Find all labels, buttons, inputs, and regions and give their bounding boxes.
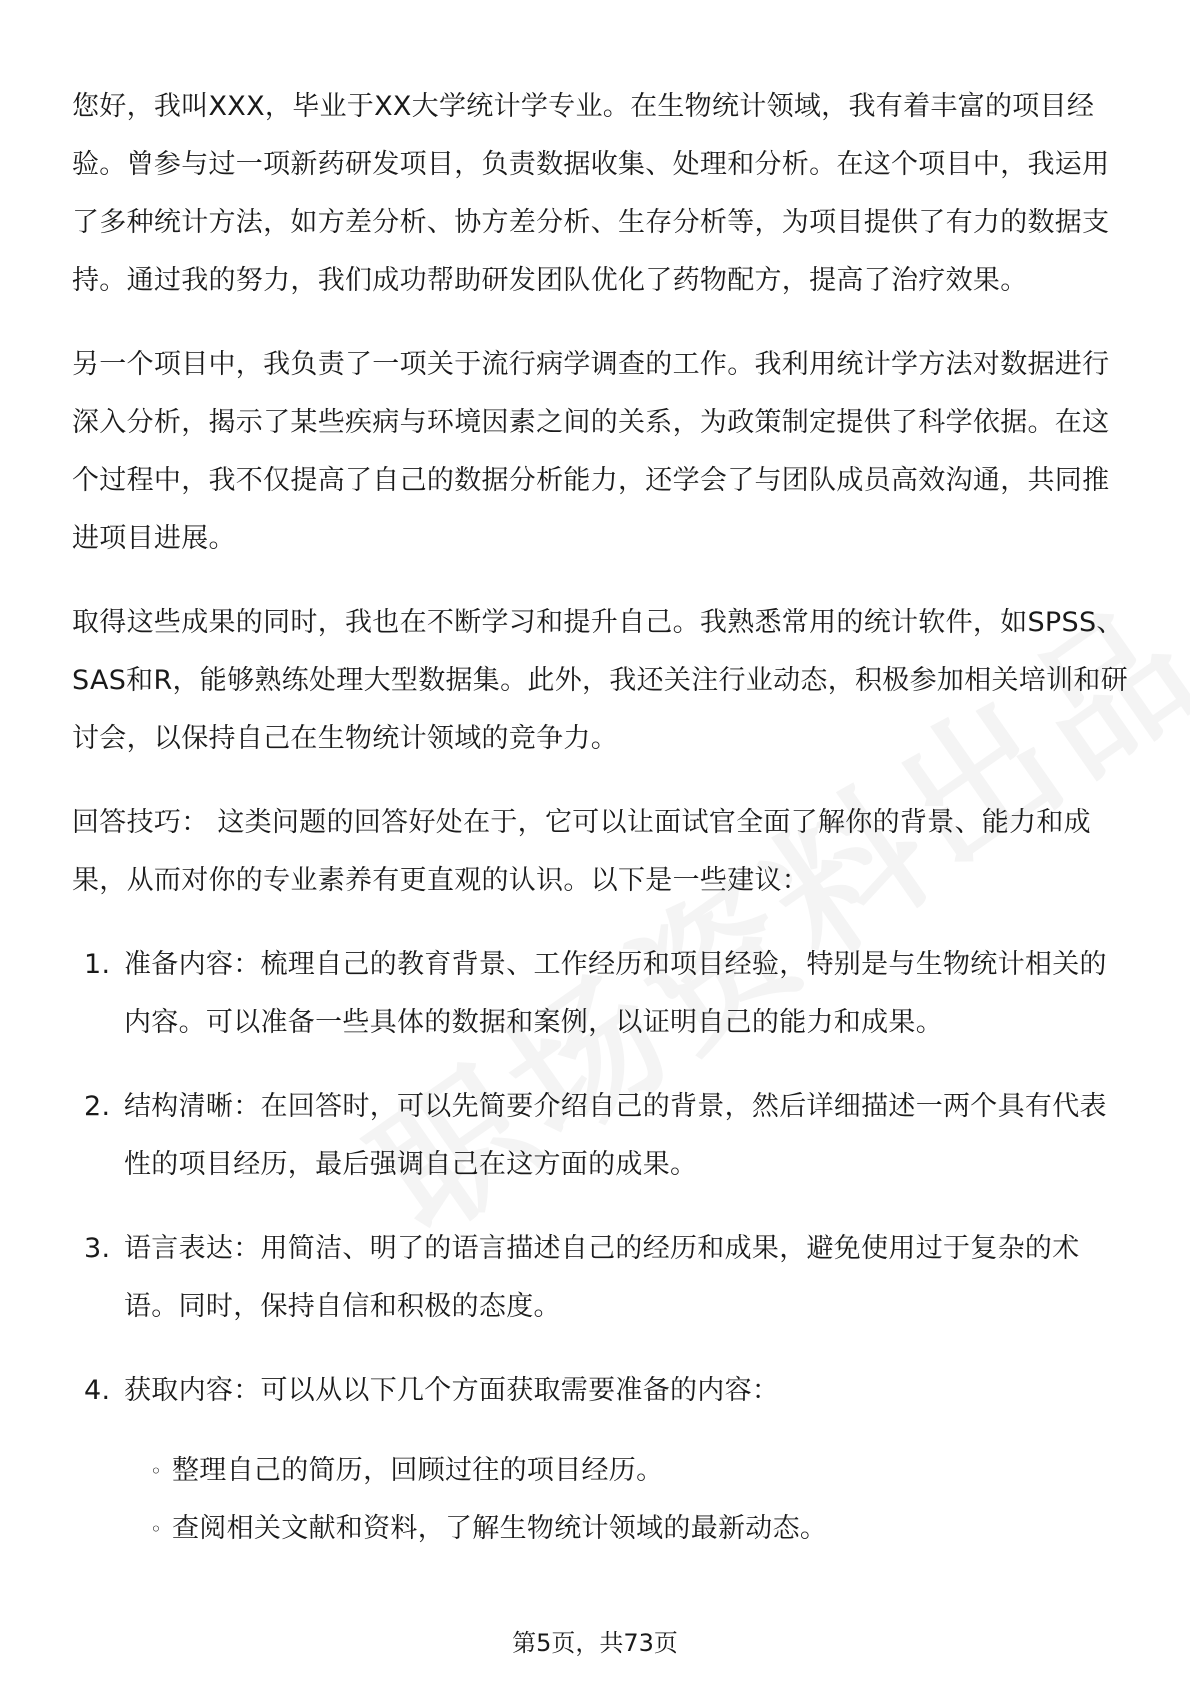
page-footer: 第5页，共73页 (512, 1629, 678, 1657)
tips-list (72, 936, 1132, 1558)
sub-list-item-text: 查阅相关文献和资料，了解生物统计领域的最新动态。 (172, 1513, 828, 1544)
list-item-text: 语言表达：用简洁、明了的语言描述自己的经历和成果，避免使用过于复杂的术语。同时，保持自信和积极的态度。 (124, 1233, 1080, 1322)
document-body (72, 78, 1132, 1584)
list-item (72, 1362, 1132, 1558)
list-number: 4. (84, 1375, 111, 1406)
sub-list (124, 1442, 1132, 1558)
list-number: 2. (84, 1091, 111, 1122)
sub-list-item-text: 整理自己的简历，回顾过往的项目经历。 (172, 1455, 664, 1486)
paragraph-intro: 您好，我叫XXX，毕业于XX大学统计学专业。在生物统计领域，我有着丰富的项目经验。曾参与过一项新药研发项目，负责数据收集、处理和分析。在这个项目中，我运用了多种统计方法，如方差分析、协方差分析、生存分析等，为项目提供了有力的数据支持。通过我的努力，我们成功帮助研发团队优化了药物配方，提高了治疗效果。 (72, 91, 1110, 296)
bullet-icon: ◦ (150, 1517, 163, 1541)
list-number: 1. (84, 949, 111, 980)
paragraph-answer-tips: 回答技巧： 这类问题的回答好处在于，它可以让面试官全面了解你的背景、能力和成果，从而对你的专业素养有更直观的认识。以下是一些建议： (72, 807, 1091, 896)
bullet-icon: ◦ (150, 1459, 163, 1483)
list-number: 3. (84, 1233, 111, 1264)
list-item (72, 1220, 1132, 1336)
list-item (72, 936, 1132, 1052)
list-item-text: 获取内容：可以从以下几个方面获取需要准备的内容： (124, 1375, 780, 1406)
sub-list-item (124, 1442, 1132, 1500)
paragraph-epidemiology: 另一个项目中，我负责了一项关于流行病学调查的工作。我利用统计学方法对数据进行深入分析，揭示了某些疾病与环境因素之间的关系，为政策制定提供了科学依据。在这个过程中，我不仅提高了自己的数据分析能力，还学会了与团队成员高效沟通，共同推进项目进展。 (72, 349, 1110, 554)
list-item-text: 准备内容：梳理自己的教育背景、工作经历和项目经验，特别是与生物统计相关的内容。可以准备一些具体的数据和案例，以证明自己的能力和成果。 (124, 949, 1107, 1038)
sub-list-item (124, 1500, 1132, 1558)
paragraph-learning: 取得这些成果的同时，我也在不断学习和提升自己。我熟悉常用的统计软件，如SPSS、SAS和R，能够熟练处理大型数据集。此外，我还关注行业动态，积极参加相关培训和研讨会，以保持自己在生物统计领域的竞争力。 (72, 607, 1129, 754)
list-item-text: 结构清晰：在回答时，可以先简要介绍自己的背景，然后详细描述一两个具有代表性的项目经历，最后强调自己在这方面的成果。 (124, 1091, 1107, 1180)
list-item (72, 1078, 1132, 1194)
